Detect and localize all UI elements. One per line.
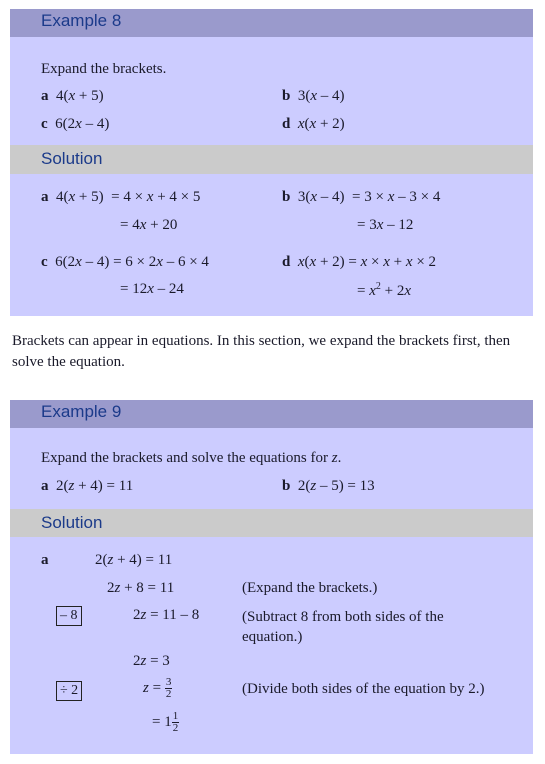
step-3: 2z = 11 – 8	[133, 607, 200, 623]
step-5-note: (Divide both sides of the equation by 2.)	[242, 681, 485, 697]
part-label: b	[282, 88, 291, 104]
solution-title: Solution	[41, 149, 103, 168]
part-d-expr: x(x + 2)	[297, 116, 345, 132]
solution-b-line1: b 3(x – 4) = 3 × x – 3 × 4	[282, 189, 441, 205]
solution-c-line2: = 12x – 24	[120, 281, 184, 297]
example-8-part-a	[41, 88, 104, 105]
example-8-solution-header	[10, 145, 533, 174]
part-a-expr: 4(x + 5)	[56, 88, 104, 104]
example-9-part-b: b 2(z – 5) = 13	[282, 478, 375, 494]
step-3-note: (Subtract 8 from both sides of the equation.)	[242, 609, 444, 645]
step-6: = 1 $\frac{1}{2}$	[152, 710, 179, 734]
example-9-solution-header	[10, 509, 533, 537]
example-9-title: Example 9	[41, 402, 122, 421]
part-label: d	[282, 116, 291, 132]
example-9-question-panel	[10, 428, 533, 509]
example-8-header	[10, 9, 533, 37]
operation-subtract-box: – 8	[56, 606, 82, 626]
solution-c-line1: c 6(2x – 4) = 6 × 2x – 6 × 4	[41, 254, 209, 270]
fraction: $\frac{3}{2}$	[165, 676, 172, 700]
solution-d-line2: = $x^2 + 2x$	[357, 281, 412, 299]
solution-d-line1: d x(x + 2) = x × x + x × 2	[282, 254, 437, 270]
part-b-expr: 3(x – 4)	[297, 88, 345, 104]
fraction: $\frac{1}{2}$	[172, 710, 179, 734]
step-5: z = $\frac{3}{2}$	[143, 676, 172, 700]
step-2-note: (Expand the brackets.)	[242, 580, 378, 596]
example-8-title: Example 8	[41, 11, 122, 30]
example-8-part-b	[282, 88, 345, 105]
intro-paragraph: Brackets can appear in equations. In this section, we expand the brackets first, then solve the equation.	[12, 333, 511, 370]
solution-b-line2: = 3x – 12	[357, 217, 414, 233]
example-8-part-d	[282, 116, 345, 133]
part-label: a	[41, 88, 49, 104]
solution-a-line2: = 4x + 20	[120, 217, 178, 233]
part-c-expr: 6(2x – 4)	[55, 116, 110, 132]
example-8-part-c	[41, 116, 109, 133]
solution-a-line1: a 4(x + 5) = 4 × x + 4 × 5	[41, 189, 201, 205]
example-8-question: Expand the brackets.	[41, 61, 167, 77]
operation-divide-box: ÷ 2	[56, 681, 82, 701]
example-9-header	[10, 400, 533, 428]
solution-part-label: a	[41, 552, 49, 568]
step-2: 2z + 8 = 11	[107, 580, 175, 596]
step-1: 2(z + 4) = 11	[95, 552, 173, 568]
example-9-part-a: a 2(z + 4) = 11	[41, 478, 134, 494]
step-4: 2z = 3	[133, 653, 170, 669]
example-9-question: Expand the brackets and solve the equations for z.	[41, 450, 342, 466]
part-label: c	[41, 116, 48, 132]
solution-title: Solution	[41, 513, 103, 532]
